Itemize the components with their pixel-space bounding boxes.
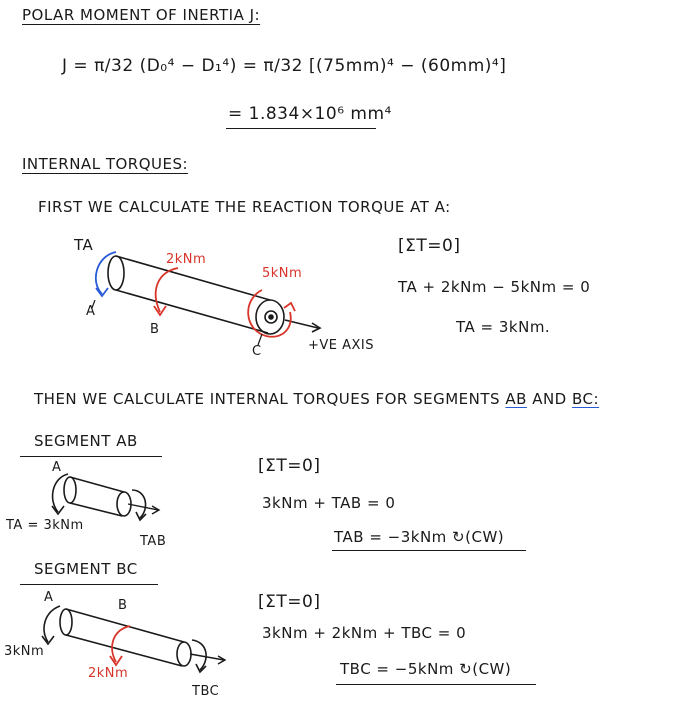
polar-result: = 1.834×10⁶ mm⁴ bbox=[228, 104, 392, 124]
shaft-bc bbox=[60, 609, 191, 666]
seg-bc-mid-torque: 2kNm bbox=[88, 666, 129, 681]
page-title: POLAR MOMENT OF INERTIA J: bbox=[22, 6, 261, 24]
then-sentence-text: THEN WE CALCULATE INTERNAL TORQUES FOR SEGMENTS bbox=[34, 390, 501, 408]
fig1-axis-label: +VE AXIS bbox=[308, 338, 375, 353]
fig1-ta-label: TA bbox=[74, 236, 94, 254]
seg-bc-a-label: A bbox=[44, 590, 54, 605]
then-and: AND bbox=[532, 390, 567, 408]
fig1-c-label: C bbox=[252, 344, 262, 359]
seg-ab-a-label: A bbox=[52, 460, 62, 475]
reaction-eq-result: TA = 3kNm. bbox=[456, 318, 551, 336]
first-sentence: FIRST WE CALCULATE THE REACTION TORQUE AT A: bbox=[38, 198, 451, 216]
seg-bc-eq-balance: 3kNm + 2kNm + TBC = 0 bbox=[262, 624, 467, 642]
seg-bc-eq-result: TBC = −5kNm ↻(CW) bbox=[340, 660, 512, 678]
segment-ab-heading: SEGMENT AB bbox=[34, 432, 138, 450]
seg-bc-b-label: B bbox=[118, 598, 128, 613]
internal-torques-heading: INTERNAL TORQUES: bbox=[22, 155, 189, 173]
fig1-torque-b: 2kNm bbox=[166, 252, 207, 267]
seg-ab-tab-label: TAB bbox=[140, 534, 167, 549]
seg-bc-result-underline bbox=[336, 684, 536, 685]
reaction-eq-sum: [ΣT=0] bbox=[398, 236, 461, 256]
seg-ab-eq-sum: [ΣT=0] bbox=[258, 456, 321, 476]
then-segment-bc: BC: bbox=[572, 390, 600, 408]
seg-bc-left-torque: 3kNm bbox=[4, 644, 45, 659]
reaction-eq-balance: TA + 2kNm − 5kNm = 0 bbox=[398, 278, 591, 296]
seg-ab-eq-balance: 3kNm + TAB = 0 bbox=[262, 494, 396, 512]
seg-ab-ta-label: TA = 3kNm bbox=[6, 518, 84, 533]
fig1-b-label: B bbox=[150, 322, 160, 337]
seg-bc-left-arrow-icon bbox=[44, 606, 60, 642]
polar-equation: J = π/32 (D₀⁴ − D₁⁴) = π/32 [(75mm)⁴ − (60mm)⁴] bbox=[62, 56, 507, 76]
fig1-a-label: A bbox=[86, 304, 96, 319]
seg-bc-eq-sum: [ΣT=0] bbox=[258, 592, 321, 612]
then-segment-ab: AB bbox=[505, 390, 527, 408]
segment-bc-heading: SEGMENT BC bbox=[34, 560, 138, 578]
fig1-torque-c: 5kNm bbox=[262, 266, 303, 281]
seg-ab-eq-result: TAB = −3kNm ↻(CW) bbox=[334, 528, 505, 546]
seg-bc-tbc-label: TBC bbox=[192, 684, 220, 699]
